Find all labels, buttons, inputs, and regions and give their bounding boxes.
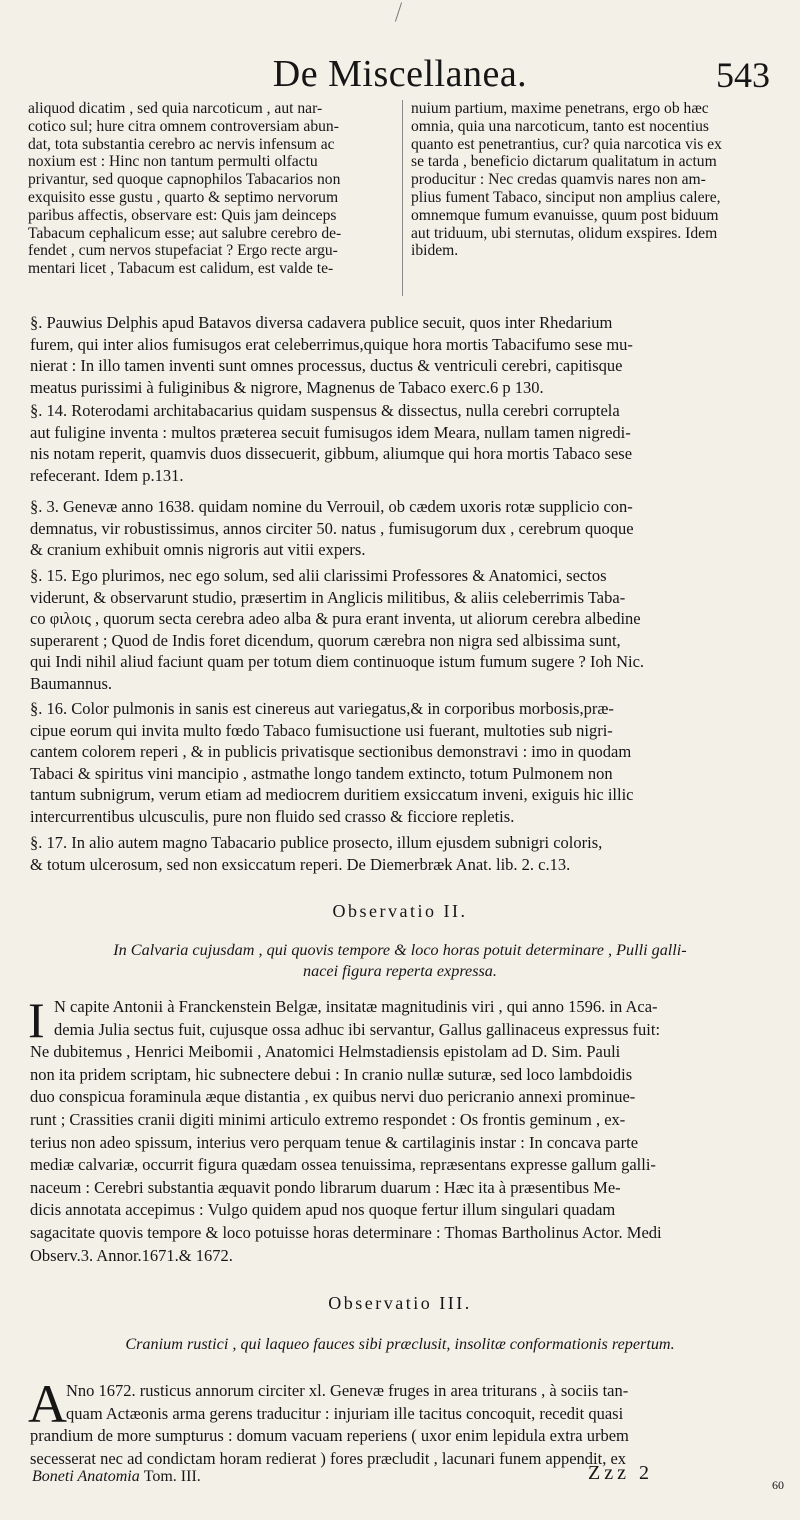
text-line: intercurrentibus ulcusculis, pure non fluido sed crasso & ficciore repletis. [30, 806, 515, 826]
observatio-3-subtitle [40, 1334, 760, 1355]
footer-volume: Tom. III. [143, 1468, 201, 1485]
text-line: quanto est penetrantius, cur? quia narcotica vis ex [411, 135, 722, 153]
text-line: mentari licet , Tabacum est calidum, est valde te- [28, 260, 334, 278]
page-number: 543 [716, 55, 770, 95]
observatio-3-body [28, 1374, 778, 1470]
running-title: De Miscellanea. [272, 53, 528, 95]
column-divider [402, 100, 403, 296]
text-line: non ita pridem scriptam, hic subnectere debui : In cranio nullæ suturæ, sed loco lambdoidis [30, 1064, 633, 1084]
text-line: prandium de more sumpturus : domum vacuam reperiens ( uxor enim lepidula extra urbem [30, 1426, 629, 1446]
text-line: cantem colorem reperi , & in publicis privatisque sectionibus demonstravi : imo in quodam [30, 742, 632, 762]
text-line: Observ.3. Annor.1671.& 1672. [30, 1245, 233, 1265]
text-line: fendet , cum nervos stupefaciat ? Ergo recte argu- [28, 242, 338, 260]
subtitle-line: nacei figura reperta expressa. [303, 962, 497, 980]
subtitle-line: In Calvaria cujusdam , qui quovis tempore & loco horas potuit determinare , Pulli galli- [113, 941, 687, 959]
paragraph-17 [30, 832, 776, 875]
text-line: refecerant. Idem p.131. [30, 465, 184, 485]
paragraph-15 [30, 565, 776, 695]
text-line: superarent ; Quod de Indis foret dicendum, quorum cærebra non nigra sed albissima sunt, [30, 630, 621, 650]
text-line: Baumannus. [30, 673, 113, 693]
text-line: secesserat nec ad condictam horam redierat ) fores præcludit , lacunari funem appendit, ex [30, 1448, 627, 1468]
text-line: Nno 1672. rusticus annorum circiter xl. Genevæ fruges in area triturans , à sociis tan- [66, 1381, 629, 1400]
top-two-columns [28, 100, 776, 296]
text-line: §. 14. Roterodami architabacarius quidam suspensus & dissectus, nulla cerebri corruptela [30, 401, 620, 420]
paragraph-14 [30, 400, 776, 486]
text-line: dicis annotata accepimus : Vulgo quidem apud nos quoque fertur illum singulari quadam [30, 1200, 616, 1220]
text-line: demia Julia sectus fuit, cujusque ossa adhuc ibi servantur, Gallus gallinaceus expressus fuit: [54, 1019, 661, 1039]
text-line: terius non adeo spissum, interius vero perquam tenue & cartilaginis instar : In concava parte [30, 1132, 639, 1152]
right-column [411, 100, 776, 296]
observatio-2-dropcap: I [28, 992, 45, 1048]
text-line: se tarda , beneficio dictarum qualitatum in actum [411, 153, 717, 171]
text-line: naceum : Cerebri substantia æquavit pondo librarum duarum : Hæc ita à præsentibus Me- [30, 1177, 621, 1197]
text-line: nierat : In illo tamen inventi sunt omnes processus, ductus & ventriculi cerebri, capitisque [30, 356, 623, 376]
text-line: & cranium exhibuit omnis nigroris aut vitii expers. [30, 540, 366, 560]
text-line: quam Actæonis arma gerens traducitur : injuriam ille tacitus concoquit, recedit quasi [66, 1403, 624, 1423]
text-line: nis notam reperit, quamvis duos dissecuerit, gibbum, aliumque qui hora mortis Tabaco sese [30, 444, 633, 464]
subtitle-line: Cranium rustici , qui laqueo fauces sibi præclusit, insolitæ conformationis repertum. [125, 1335, 675, 1353]
text-line: cotico sul; hure citra omnem controversiam abun- [28, 117, 339, 135]
text-line: mediæ calvariæ, occurrit figura quædam ossea tenuissima, repræsentans expresse gallum galli- [30, 1155, 656, 1175]
text-line: N capite Antonii à Franckenstein Belgæ, insitatæ magnitudinis viri , qui anno 1596. in Aca- [54, 997, 658, 1016]
text-line: omnemque fumum evanuisse, quum post biduum [411, 206, 719, 224]
text-line: §. 3. Genevæ anno 1638. quidam nomine du Verrouil, ob cædem uxoris rotæ supplicio con- [30, 497, 633, 516]
text-line: viderunt, & observarunt studio, præsertim in Anglicis militibus, & aliis celeberrimis Taba- [30, 587, 626, 607]
text-line: furem, qui inter alios fumisugos erat celeberrimus,quique hora mortis Tabacifumo sese mu- [30, 334, 633, 354]
text-line: aliquod dicatim , sed quia narcoticum , aut nar- [28, 100, 323, 117]
observatio-2-heading: Observatio II. [332, 901, 468, 921]
left-column [28, 100, 393, 296]
text-line: sagacitate quovis tempore & loco potuisse horas determinare : Thomas Bartholinus Actor. Medi [30, 1222, 662, 1242]
text-line: §. 15. Ego plurimos, nec ego solum, sed alii clarissimi Professores & Anatomici, sectos [30, 566, 607, 585]
text-line: & totum ulcerosum, sed non exsiccatum reperi. De Diemerbræk Anat. lib. 2. c.13. [30, 854, 571, 874]
text-line: noxium est : Hinc non tantum permulti olfactu [28, 153, 318, 171]
footer-source: Boneti Anatomia [32, 1468, 140, 1485]
text-line: tantum subnigrum, verum etiam ad mediocrem duritiem exsiccatum inveni, exiguis hic illic [30, 785, 634, 805]
text-line: meatus purissimi à fuliginibus & nigrore, Magnenus de Tabaco exerc.6 p 130. [30, 377, 544, 397]
text-line: §. 16. Color pulmonis in sanis est cinereus aut variegatus,& in corporibus morbosis,præ- [30, 699, 614, 718]
text-line: qui Indi nihil aliud faciunt quam per totum diem continuoque istum fumum sugere ? Ioh Nic. [30, 652, 645, 672]
observatio-3-dropcap: A [28, 1374, 67, 1434]
text-line: runt ; Crassities cranii digiti minimi articulo extremo respondet : Os frontis geminum , ex- [30, 1109, 626, 1129]
paragraph-3 [30, 496, 776, 561]
text-line: §. 17. In alio autem magno Tabacario publice prosecto, illum ejusdem subnigri coloris, [30, 833, 603, 852]
paragraph-16 [30, 698, 776, 828]
text-line: co φιλοις , quorum secta cerebra adeo alba & pura erant inventa, ut aliorum cerebra albedine [30, 609, 641, 629]
footer-catchline [32, 1468, 201, 1486]
text-line: nuium partium, maxime penetrans, ergo ob hæc [411, 100, 709, 117]
text-line: producitur : Nec credas quamvis nares non am- [411, 171, 706, 189]
text-line: paribus affectis, observare est: Quis jam deinceps [28, 206, 337, 224]
signature-mark: Zzz 2 [588, 1462, 653, 1484]
text-line: plius fument Tabaco, sinciput non amplius calere, [411, 188, 721, 206]
observatio-3-heading: Observatio III. [328, 1293, 472, 1313]
text-line: privantur, sed quoque capnophilos Tabacarios non [28, 171, 341, 189]
text-line: Ne dubitemus , Henrici Meibomii , Anatomici Helmstadiensis epistolam ad D. Sim. Pauli [30, 1042, 621, 1062]
text-line: duo conspicua foraminula æque distantia , ex quibus nervi duo pericranio annexi prominue- [30, 1087, 636, 1107]
text-line: aut fuligine inventa : multos præterea secuit fumisugos idem Meara, nullam tamen nigredi- [30, 422, 631, 442]
text-line: exquisito esse gustu , quarto & septimo nervorum [28, 188, 339, 206]
text-line: cipue eorum qui invita multo fœdo Tabaco fumisuctione usi fuerant, multoties sub nigri- [30, 720, 613, 740]
text-line: §. Pauwius Delphis apud Batavos diversa cadavera publice secuit, quos inter Rhedarium [30, 313, 613, 332]
text-line: Tabaci & spiritus vini mancipio , astmathe longo tandem extincto, totum Pulmonem non [30, 763, 613, 783]
observatio-2-subtitle [40, 940, 760, 982]
corner-mark: 60 [772, 1478, 784, 1492]
text-line: dat, tota substantia cerebro ac nervis infensum ac [28, 135, 335, 153]
text-line: demnatus, vir robustissimus, annos circiter 50. natus , fumisugorum dux , cerebrum quoque [30, 518, 634, 538]
text-line: aut triduum, ubi sternutas, olidum exspires. Idem [411, 224, 718, 242]
print-speck [395, 2, 402, 21]
paragraph-pauwius [30, 312, 776, 398]
text-line: omnia, quia una narcoticum, tanto est nocentius [411, 117, 709, 135]
observatio-2-body [28, 992, 778, 1267]
text-line: ibidem. [411, 242, 459, 260]
text-line: Tabacum cephalicum esse; aut salubre cerebro de- [28, 224, 342, 242]
